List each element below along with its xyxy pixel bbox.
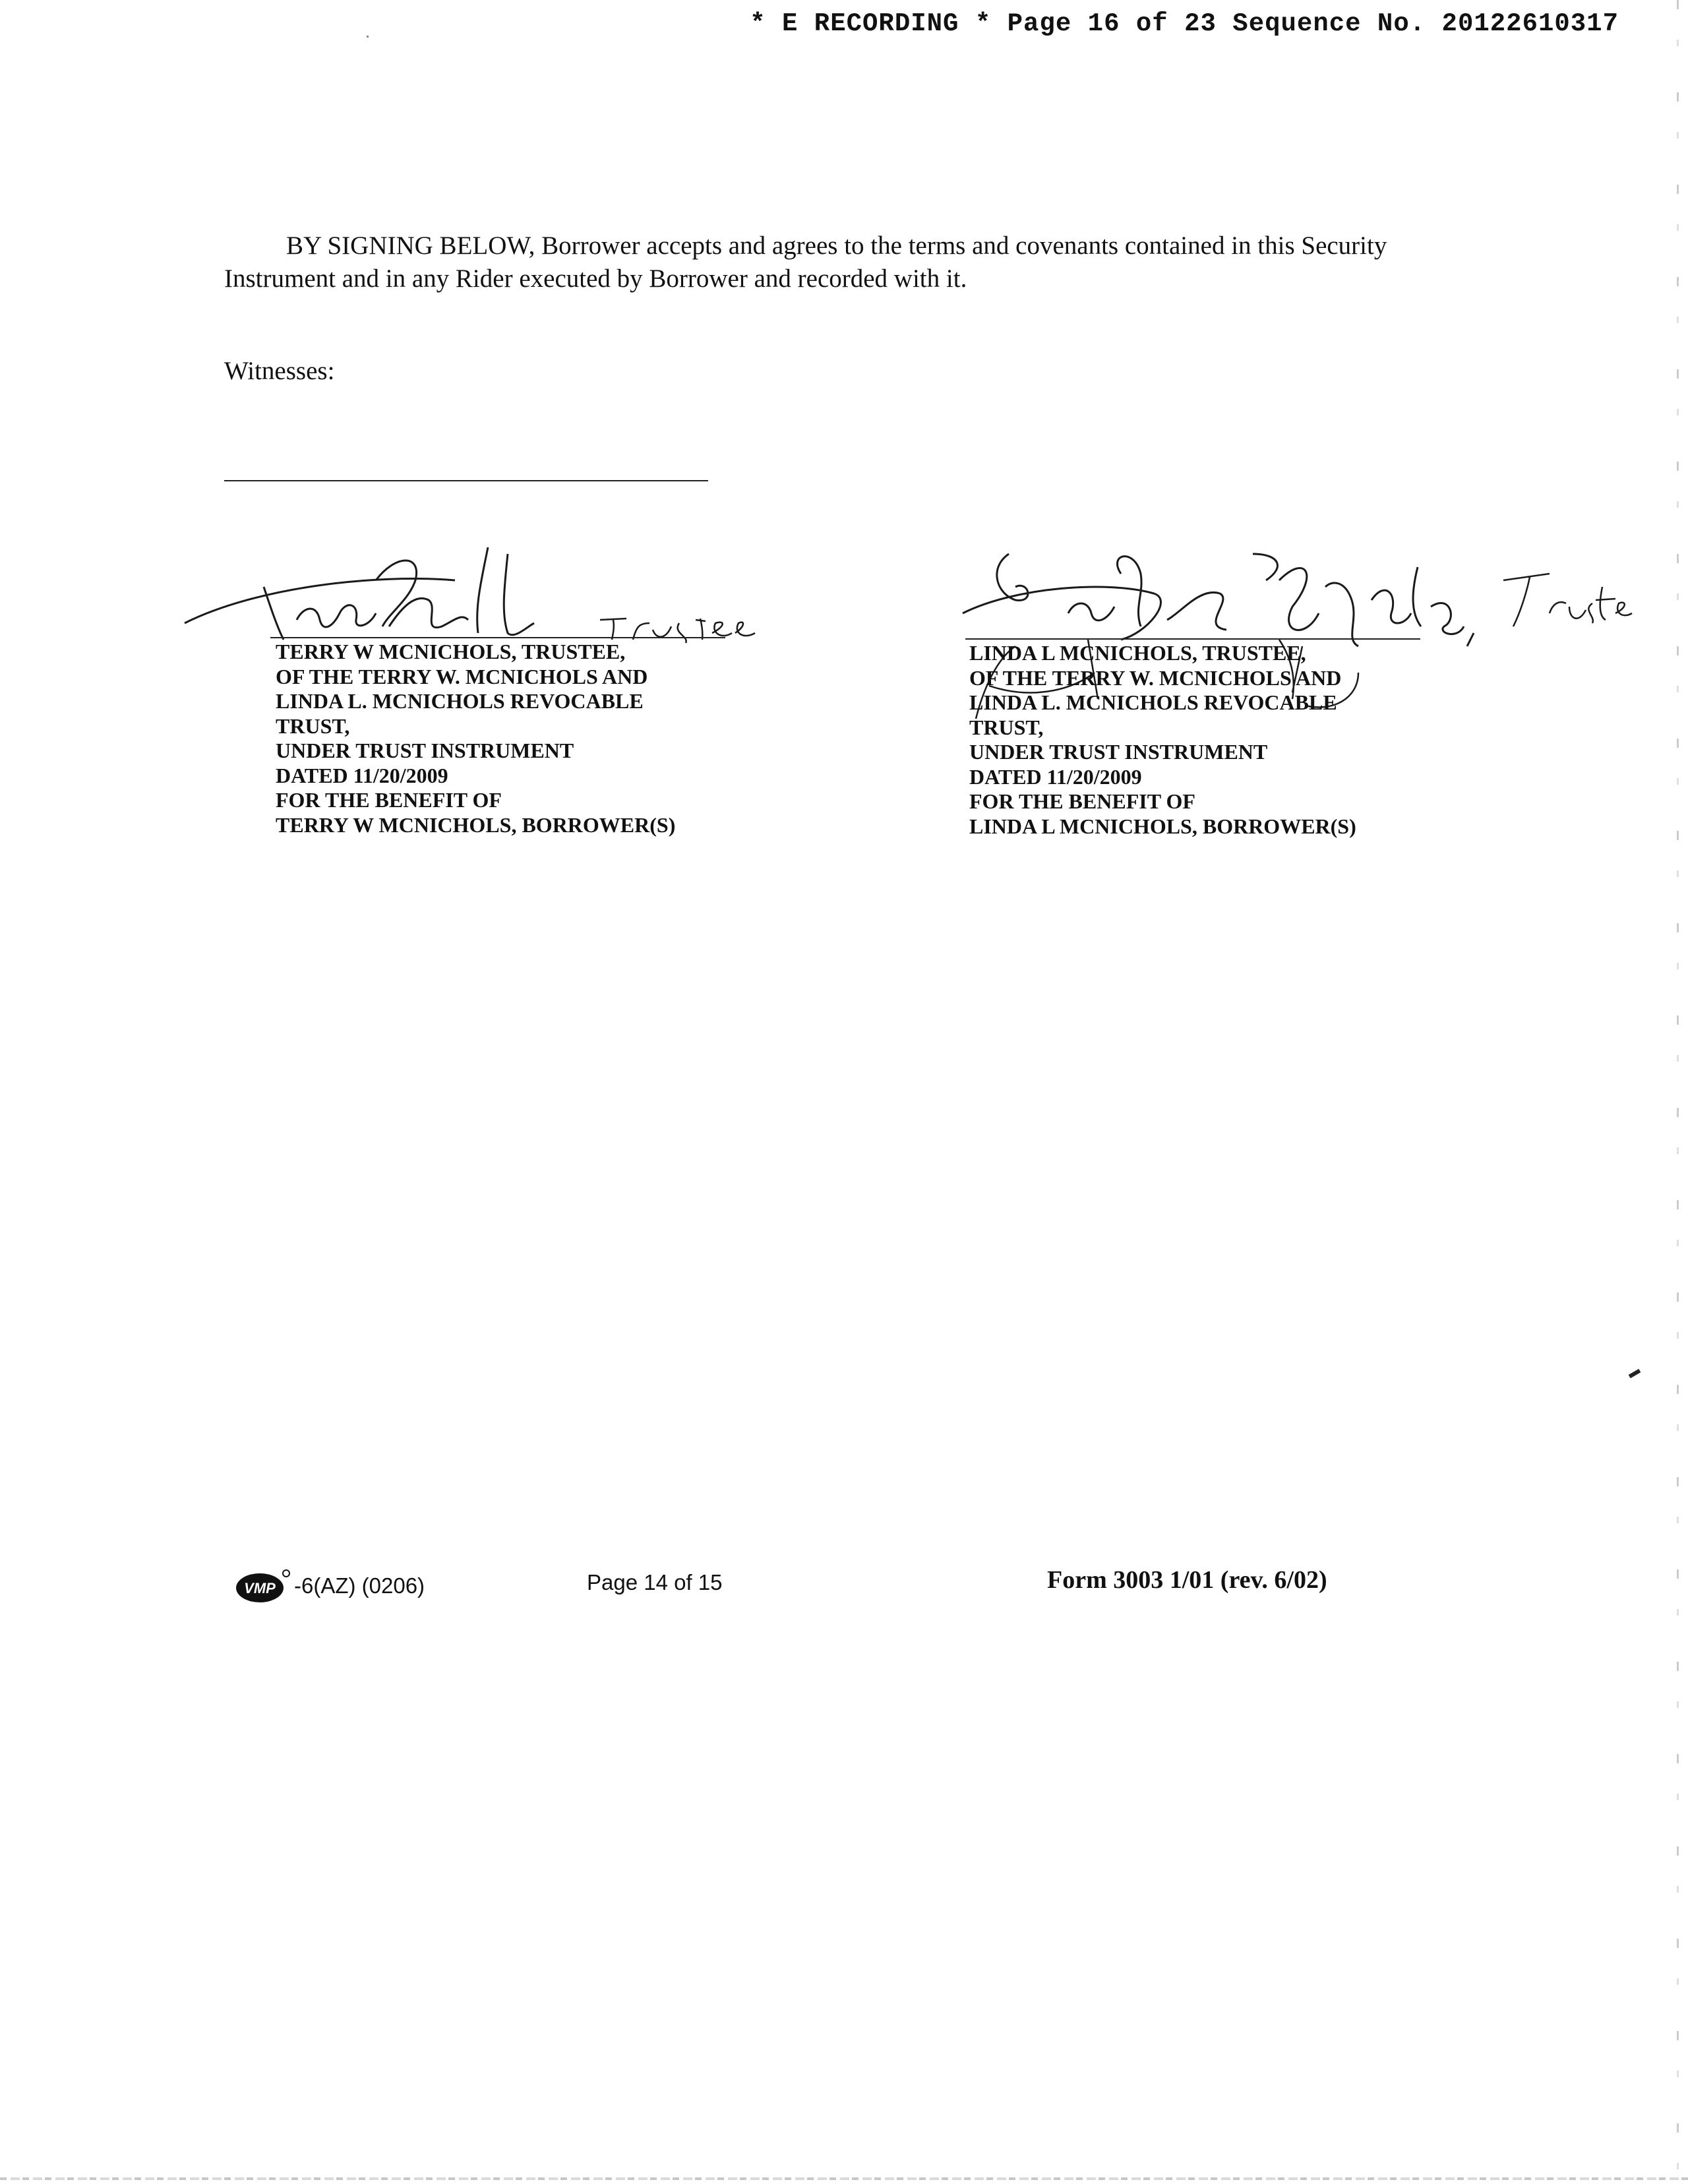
signatory-line: UNDER TRUST INSTRUMENT: [969, 740, 1268, 764]
signature-line-right: [965, 638, 1420, 640]
footer-form-code: [235, 1568, 425, 1604]
vmp-logo-icon: [235, 1568, 290, 1604]
recording-header: * E RECORDING * Page 16 of 23 Sequence No. 20122610317: [750, 9, 1619, 38]
scan-right-edge: [1677, 0, 1679, 2184]
signatory-block-linda: [969, 641, 1356, 839]
scan-bottom-edge: [0, 2177, 1688, 2180]
scan-speck: [367, 36, 369, 38]
signatory-line: DATED 11/20/2009: [276, 763, 448, 787]
signature-line-left: [270, 637, 725, 638]
footer-page-number: Page 14 of 15: [587, 1570, 723, 1594]
signatory-line: TERRY W MCNICHOLS, TRUSTEE,: [276, 640, 626, 663]
signatory-line: TERRY W MCNICHOLS, BORROWER(S): [276, 812, 676, 837]
signing-statement-text: BY SIGNING BELOW, Borrower accepts and agrees to the terms and covenants contained in this Security Instrument and in any Rider executed by Borrower and recorded with it.: [224, 231, 1387, 293]
signatory-block-terry: [276, 640, 675, 837]
signatory-line: TRUST,: [276, 713, 350, 738]
signatory-line: UNDER TRUST INSTRUMENT: [276, 739, 574, 762]
scan-speck: [1629, 1369, 1641, 1378]
signatory-line: LINDA L MCNICHOLS, TRUSTEE,: [969, 641, 1306, 665]
signing-statement: [224, 229, 1411, 295]
signatory-line: FOR THE BENEFIT OF: [276, 788, 502, 812]
signatory-line: LINDA L. MCNICHOLS REVOCABLE: [969, 690, 1337, 714]
vmp-logo-text: VMP: [244, 1580, 276, 1596]
signatory-line: FOR THE BENEFIT OF: [969, 789, 1195, 813]
signatory-line: OF THE TERRY W. MCNICHOLS AND: [969, 665, 1342, 690]
signatory-line: TRUST,: [969, 715, 1044, 739]
witness-signature-line: [224, 480, 708, 481]
signatory-line: LINDA L MCNICHOLS, BORROWER(S): [969, 814, 1356, 838]
signature-terry-mcnichols: [178, 541, 758, 653]
signatory-line: LINDA L. MCNICHOLS REVOCABLE: [276, 689, 644, 713]
form-code-text: -6(AZ) (0206): [294, 1573, 425, 1598]
signatory-line: OF THE TERRY W. MCNICHOLS AND: [276, 664, 648, 688]
signatory-line: DATED 11/20/2009: [969, 764, 1142, 789]
footer-form-number: Form 3003 1/01 (rev. 6/02): [1047, 1566, 1327, 1594]
witnesses-label: Witnesses:: [224, 357, 335, 385]
